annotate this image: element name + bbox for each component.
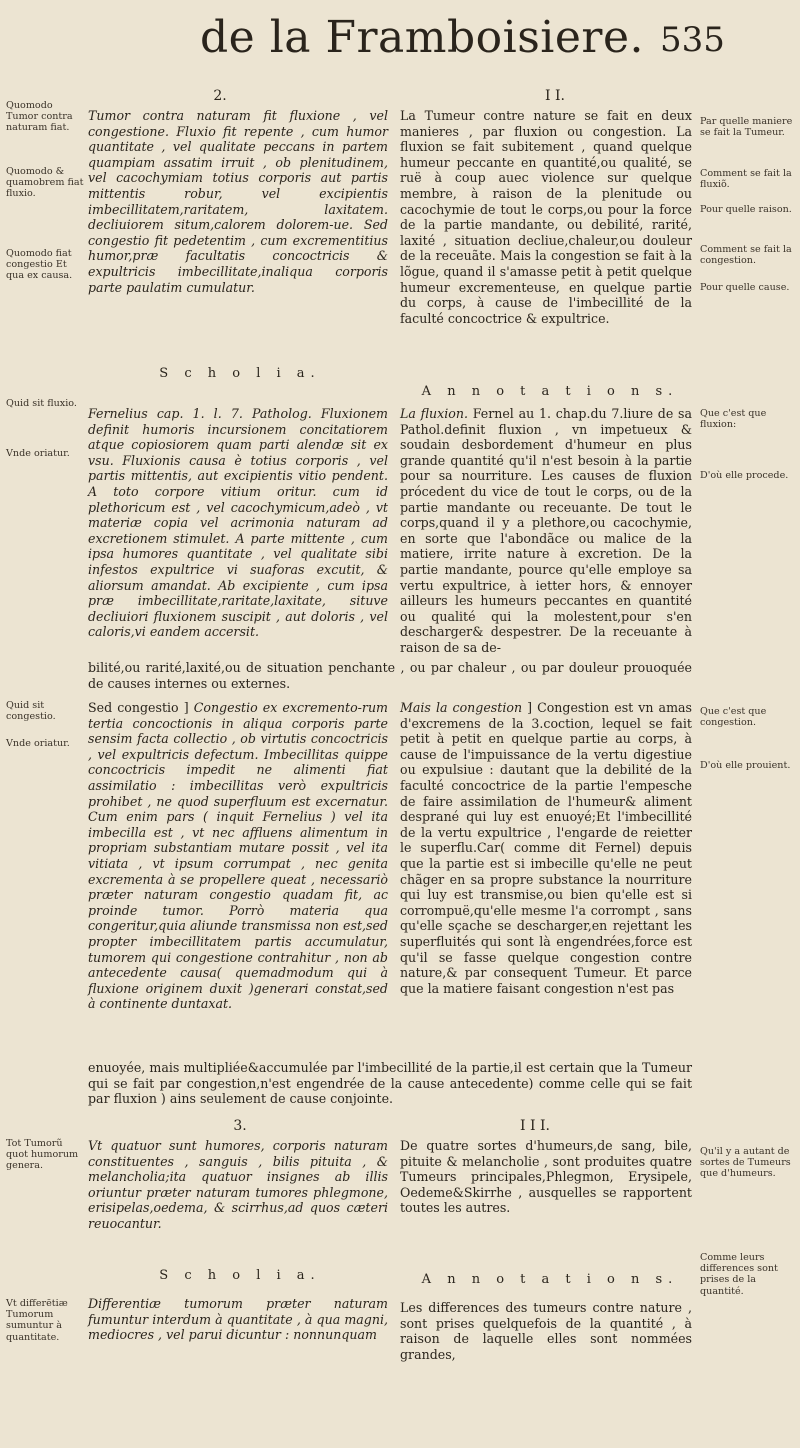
- section-number-french: I I.: [545, 88, 565, 104]
- congestio-french-lead: Mais la congestion: [400, 700, 523, 715]
- congestio-latin: [88, 700, 388, 1012]
- scholia1-latin: Fernelius cap. 1. l. 7. Patholog. Fluxionem definit humoris incursionem concitatiorem atque copiosiorem quam parti alendæ sit ex vsu. Fluxionis causa è totius corporis , vel partis mittentis, aut excipientis vitio pendent. A toto corpore vitium oritur. cum id plethoricum est , vel cacochymicum,adeò , vt materiæ copia vel acrimonia naturam ad excretionem stimulet. A parte mittente , cum ipsa humores quantitate , vel qualitate sibi infestos expultrice vi suaforas excutit, & aliorsum amandat. Ab excipiente , cum ipsa præ imbecillitate,raritate,laxitate, situve decliuiori fluxionem suscipit , aut doloris , vel caloris,vi eandem accersit.: [88, 406, 388, 640]
- annotation-body: Fernel au 1. chap.du 7.liure de sa Pathol.definit fluxion , vn impetueux & soudain desbordement d'humeur en plus grande quantité qu'il n'est besoin à la partie pour sa nourriture. Les causes de fluxion prócedent du vice de tout le corps, ou de la partie mandante ou receuante. De tout le corps,quand il y a plethore,ou cacochymie, en sorte que l'abondãce ou malice de la matiere, irrite nature à excretion. De la partie mandante, pource qu'elle employe sa vertu expultrice, à ietter hors, & ennoyer ailleurs les humeurs peccantes en quantité ou qualité qui la molestent,pour s'en descharger& despestrer. De la receuante à raison de sa de-: [400, 406, 692, 655]
- scholia2-french: Les differences des tumeurs contre nature , sont prises quelquefois de la quantité , à raison de laquelle elles sont nommées grandes,: [400, 1300, 692, 1362]
- scholia-heading: S c h o l i a.: [159, 366, 321, 381]
- margin-note-quomodo-fluxio: Quomodo & quamobrem fiat fluxio.: [6, 166, 84, 200]
- section3-latin: Vt quatuor sunt humores, corporis naturam constituentes , sanguis , bilis pituita , & melancholia;ita quatuor insignes ab illis oriuntur præter naturam tumores phlegmone, erisipelas,oedema, & scirrhus,ad quos cæteri reuocantur.: [88, 1138, 388, 1231]
- margin-note-par-quelle: Par quelle maniere se fait la Tumeur.: [700, 116, 793, 139]
- margin-note-vnde-oriatur: Vnde oriatur.: [6, 738, 70, 749]
- margin-note-quomodo-congestio: Quomodo fiat congestio Et qua ex causa.: [6, 248, 73, 282]
- section2-french: La Tumeur contre nature se fait en deux manieres , par fluxion ou congestion. La fluxion se fait subitement , quand quelque humeur peccante en quantité,ou qualité, se ruë à coup auec violence sur quelque membre, à raison de la plenitude ou cacochymie de tout le corps,ou pour la force de la partie mandante, ou debilité, rarité, laxité , situation decliue,chaleur,ou douleur de la receuãte. Mais la congestion se fait à la lõgue, quand il s'amasse petit à petit quelque humeur excrementeuse, en quelque partie du corps, à cause de l'imbecillité de la faculté concoctrice & expultrice.: [400, 108, 692, 326]
- margin-note-quomodo-tumor: Quomodo Tumor contra naturam fiat.: [6, 100, 73, 134]
- congestio-latin-lead: Sed congestio ]: [88, 700, 189, 715]
- scholia1-french: [400, 406, 692, 656]
- margin-note-dou-procede: D'où elle procede.: [700, 470, 789, 481]
- margin-note-quid-congestio: Quid sit congestio.: [6, 700, 56, 723]
- running-title: de la Framboisiere.: [200, 12, 644, 63]
- margin-note-comment-fluxio: Comment se fait la fluxiõ.: [700, 168, 792, 191]
- congestio-french-body: ] Congestion est vn amas d'excremens de la 3.coction, lequel se fait petit à petit en quelque partie au corps, à cause de l'impuissance de la vertu digestiue ou expulsiue : dautant que la debilité de la faculté concoctrice de la partie l'empesche de faire assimilation de l'humeur& aliment desprané qui luy est enuoyé;Et l'imbecillité de la vertu expultrice , l'engarde de reietter le superflu.Car( comme dit Fernel) depuis que la partie est si imbecille qu'elle ne peut chãger en sa propre substance la nourriture qui luy est transmise,ou bien qu'elle est si corrompuë,qu'elle mesme l'a corrompt , sans qu'elle sçache se descharger,en rejettant les superfluités qui sont là engendrées,force est qu'il se fasse quelque congestion contre nature,& par consequent Tumeur. Et parce que la matiere faisant congestion n'est pas: [400, 700, 692, 996]
- annotations2-heading: A n n o t a t i o n s.: [421, 1272, 679, 1287]
- margin-note-pour-quelle-raison: Pour quelle raison.: [700, 204, 792, 215]
- scholia1-fullwidth: bilité,ou rarité,laxité,ou de situation penchante , ou par chaleur , ou par douleur prouoquée de causes internes ou externes.: [88, 660, 692, 691]
- section3-number-french: I I I.: [520, 1118, 550, 1134]
- page-number: 535: [660, 20, 725, 60]
- margin-note-tot-tumorum: Tot Tumorũ quot humorum genera.: [6, 1138, 79, 1172]
- margin-note-dou-prouient: D'où elle prouient.: [700, 760, 791, 771]
- annotation-lead: La fluxion.: [400, 406, 468, 421]
- section3-number-latin: 3.: [233, 1118, 247, 1134]
- scholia2-heading: S c h o l i a.: [159, 1268, 321, 1283]
- section2-latin: Tumor contra naturam fit fluxione , vel congestione. Fluxio fit repente , cum humor quantitate , vel qualitate peccans in partem quampiam assatim irruit , ob plenitudinem, vel cacochymiam totius corporis aut partis mittentis robur, vel excipientis imbecillitatem,raritatem, laxitatem. decliuiorem situm,calorem dolorem-ue. Sed congestio fit pedetentim , cum excrementitius humor,præ facultatis concoctricis & expultricis imbecillitate,inaliqua corporis parte paulatim cumulatur.: [88, 108, 388, 295]
- margin-note-comment-congestion: Comment se fait la congestion.: [700, 244, 792, 267]
- annotations-heading: A n n o t a t i o n s.: [421, 384, 679, 399]
- congestio-french: [400, 700, 692, 996]
- margin-note-que-fluxion: Que c'est que fluxion:: [700, 408, 767, 431]
- margin-note-vt-differentiae: Vt differētiæ Tumorum sumuntur à quantitate.: [6, 1298, 68, 1343]
- scholia2-latin: Differentiæ tumorum præter naturam fumuntur interdum à quantitate , à qua magni, mediocres , vel parui dicuntur : nonnunquam: [88, 1296, 388, 1343]
- margin-note-comme-leurs: Comme leurs differences sont prises de la quantité.: [700, 1252, 778, 1297]
- section-number-latin: 2.: [213, 88, 227, 104]
- margin-note-que-congestion: Que c'est que congestion.: [700, 706, 767, 729]
- section3-french: De quatre sortes d'humeurs,de sang, bile, pituite & melancholie , sont produites quatre Tumeurs principales,Phlegmon, Erysipele, Oedeme&Skirrhe , ausquelles se rapportent toutes les autres.: [400, 1138, 692, 1216]
- margin-note-quid-fluxio: Quid sit fluxio.: [6, 398, 77, 409]
- congestio-fullwidth: enuoyée, mais multipliée&accumulée par l'imbecillité de la partie,il est certain que la Tumeur qui se fait par congestion,n'est engendrée de la cause antecedente) comme celle qui se fait par fluxion ) ains seulement de cause conjointe.: [88, 1060, 692, 1107]
- margin-note-vnde-oritur: Vnde oriatur.: [6, 448, 70, 459]
- margin-note-quil-y-a: Qu'il y a autant de sortes de Tumeurs que d'humeurs.: [700, 1146, 791, 1180]
- congestio-latin-body: Congestio ex excremento-rum tertia concoctionis in aliqua corporis parte sensim facta collectio , ob virtutis concoctricis , vel expultricis defectum. Imbecillitas quippe concoctricis impedit ne alimenti fiat assimilatio : imbecillitas verò expultricis prohibet , ne quod superfluum est excernatur. Cum enim pars ( inquit Fernelius ) vel ita imbecilla est , vt nec affluens alimentum in propriam substantiam mutare possit , vel ita vitiata , vt ipsum corrumpat , nec genita excrementa à se propellere queat , necessariò præter naturam congestio quadam fit, ac proinde tumor. Porrò materia qua congeritur,quia aliunde transmissa non est,sed propter imbecillitatem partis accumulatur, tumorem qui congestione contrahitur , non ab antecedente causa( quemadmodum qui à fluxione originem duxit )generari constat,sed à continente duntaxat.: [88, 700, 388, 1012]
- margin-note-pour-quelle-cause: Pour quelle cause.: [700, 282, 790, 293]
